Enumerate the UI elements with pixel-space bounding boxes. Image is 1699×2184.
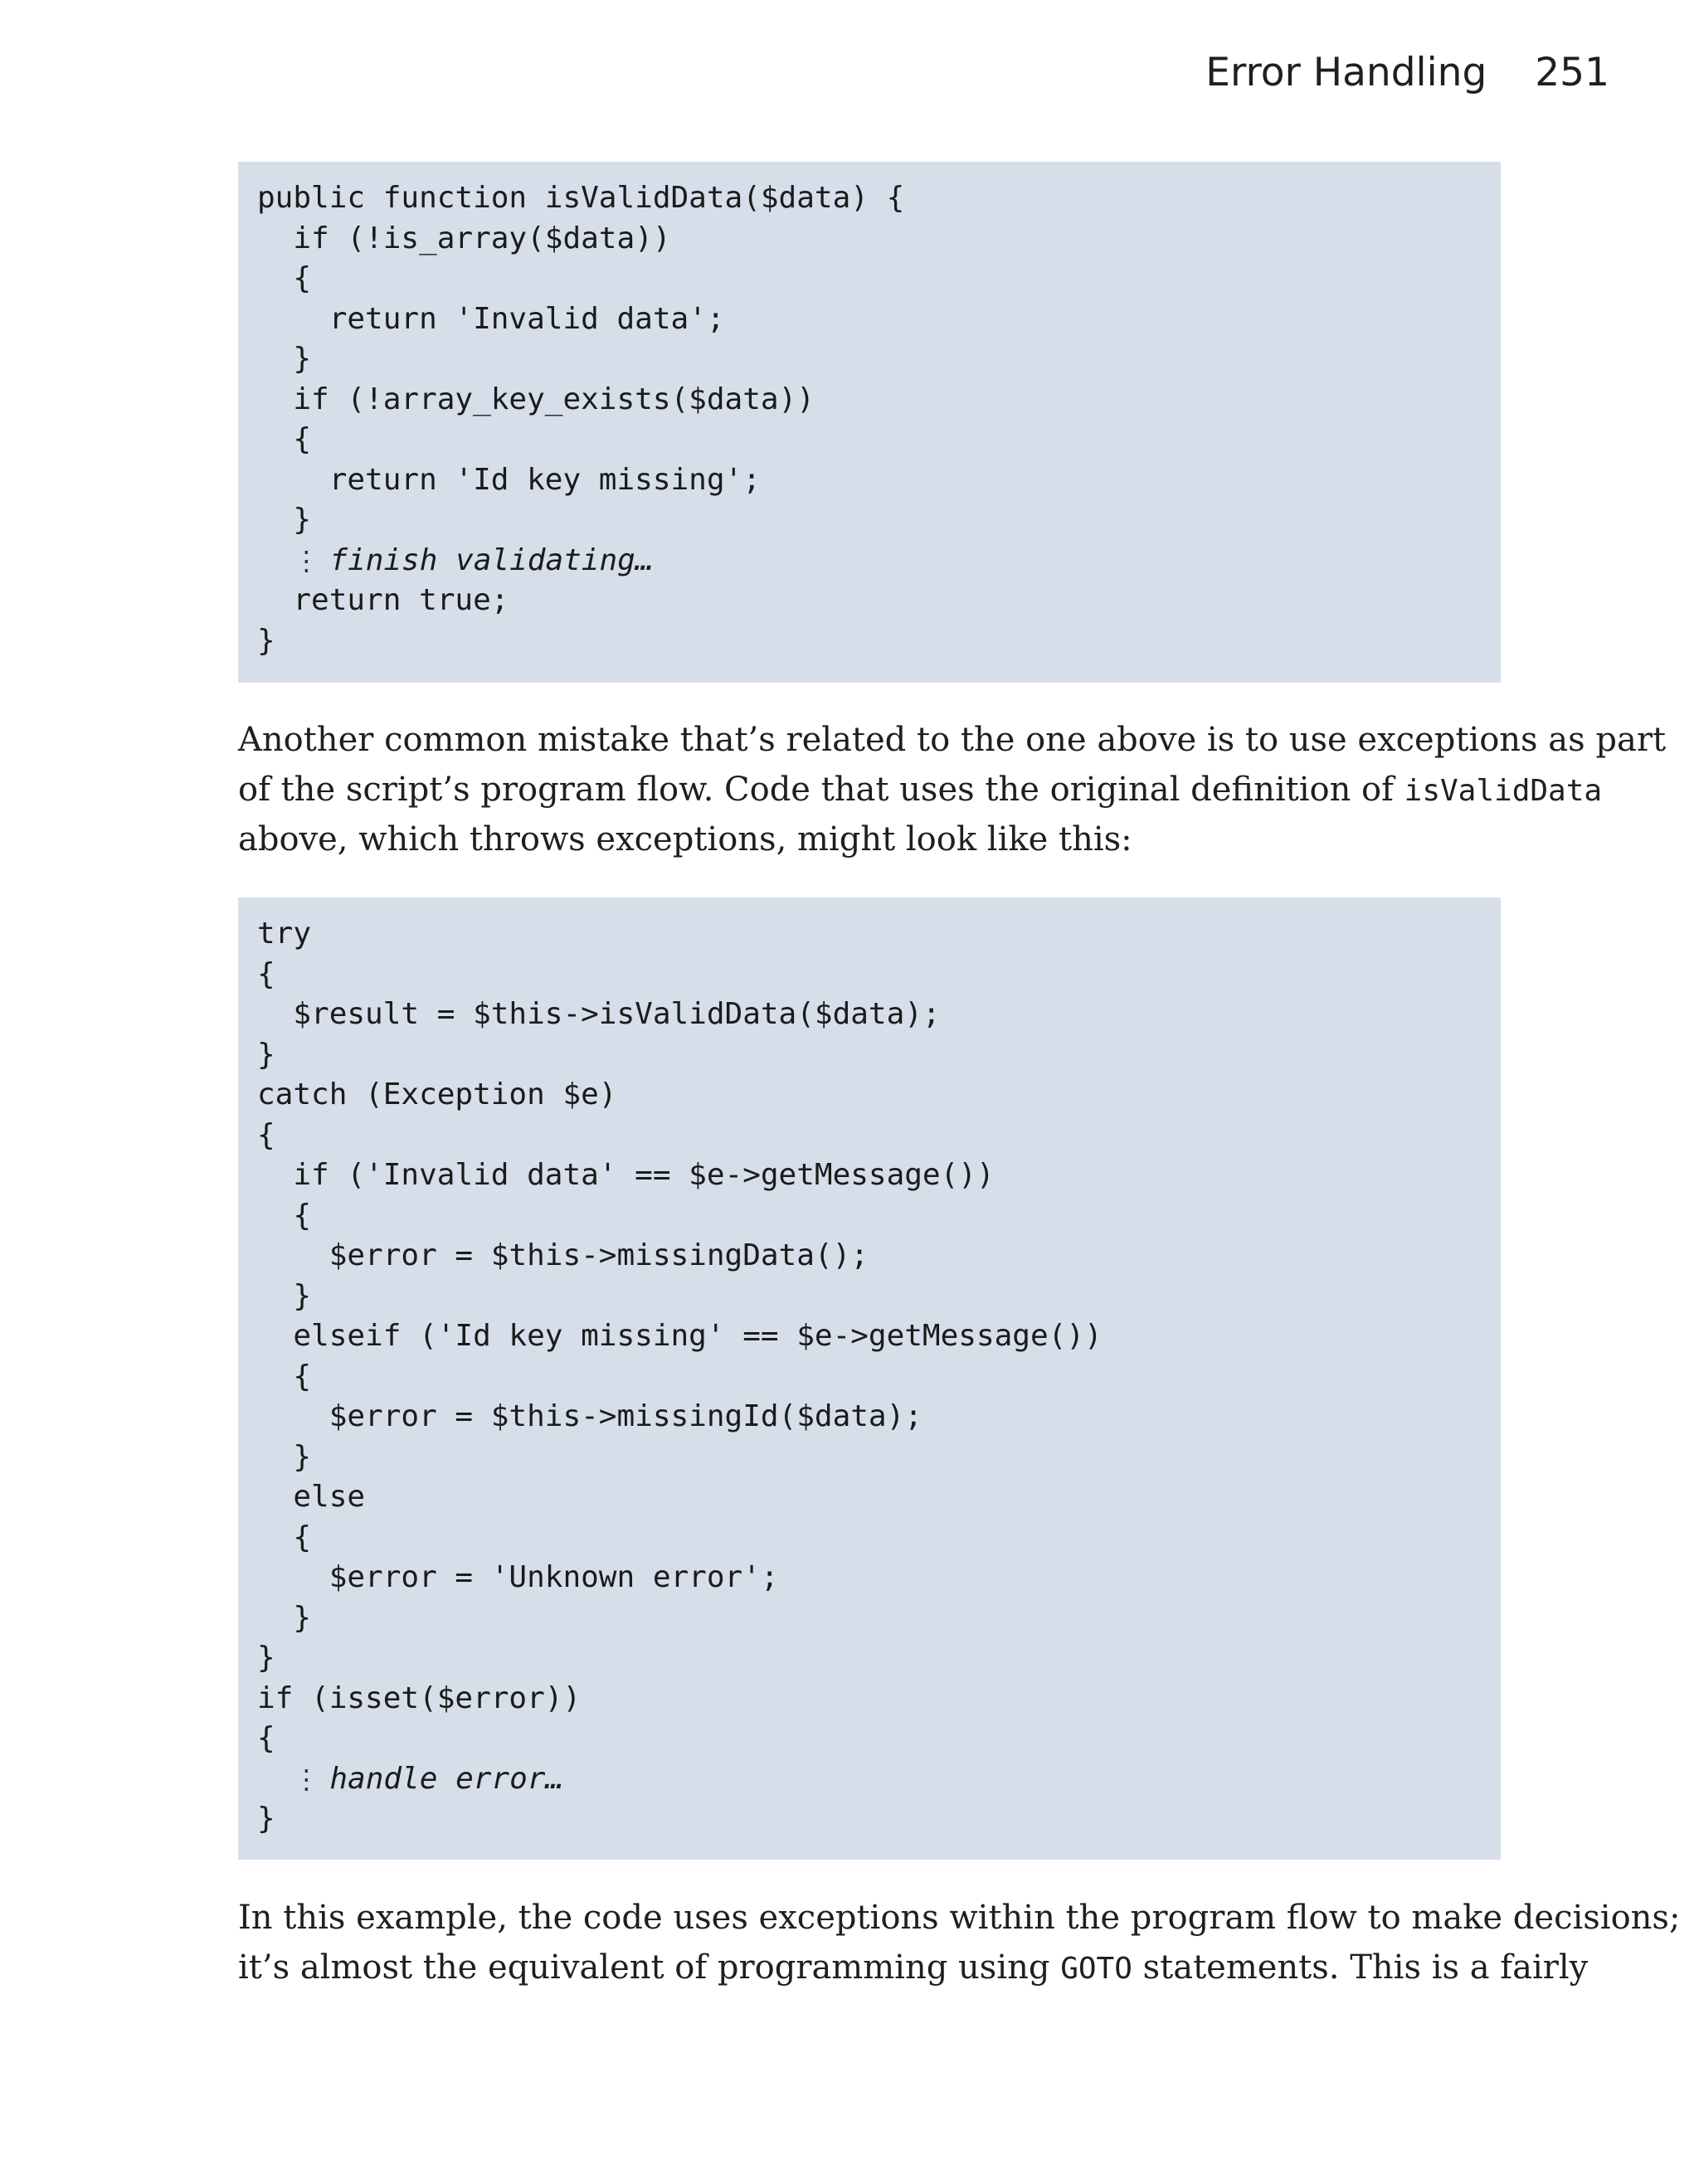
code-line: $error = $this->missingData();	[257, 1238, 869, 1272]
code-line: }	[257, 342, 312, 376]
paragraph-text: it’s almost the equivalent of programming using	[238, 1948, 1061, 1987]
code-elision-comment	[257, 1759, 1501, 1800]
code-line: $error = $this->missingId($data);	[257, 1399, 923, 1433]
code-line: if (!is_array($data))	[257, 221, 671, 255]
code-line: {	[257, 1198, 312, 1233]
code-line: $error = 'Unknown error';	[257, 1560, 779, 1594]
code-line: {	[257, 1721, 275, 1755]
code-line: if ('Invalid data' == $e->getMessage())	[257, 1158, 995, 1192]
paragraph-line	[238, 765, 1603, 815]
code-line: return true;	[257, 583, 509, 617]
code-line: {	[257, 261, 312, 295]
code-line: }	[257, 1641, 275, 1675]
inline-code: GOTO	[1060, 1952, 1132, 1986]
code-line: }	[257, 1439, 312, 1474]
code-line: }	[257, 623, 275, 658]
chapter-title: Error Handling	[1205, 50, 1487, 95]
body-paragraph	[238, 715, 1667, 864]
paragraph-text: of the script’s program flow. Code that uses the original definition of	[238, 771, 1404, 809]
code-line: public function isValidData($data) {	[257, 181, 905, 215]
code-line: if (!array_key_exists($data))	[257, 382, 815, 416]
vertical-ellipsis-icon: ⋮	[293, 544, 320, 576]
comment-text: handle error…	[329, 1761, 564, 1796]
code-line: }	[257, 503, 312, 537]
code-block-try-catch	[238, 897, 1501, 1860]
code-line: try	[257, 917, 312, 951]
code-line: }	[257, 1037, 275, 1072]
code-line: }	[257, 1802, 275, 1836]
code-line: }	[257, 1278, 312, 1313]
paragraph-line: In this example, the code uses exceptions within the program flow to make decisions;	[238, 1899, 1681, 1937]
code-line: catch (Exception $e)	[257, 1077, 617, 1111]
code-line: {	[257, 956, 275, 991]
paragraph-line: above, which throws exceptions, might look like this:	[238, 820, 1132, 859]
comment-text: finish validating…	[329, 542, 654, 577]
code-line: {	[257, 1359, 312, 1394]
paragraph-line: Another common mistake that’s related to the one above is to use exceptions as part	[238, 721, 1667, 759]
code-line: elseif ('Id key missing' == $e->getMessage())	[257, 1319, 1103, 1353]
code-elision-comment	[257, 541, 1501, 581]
vertical-ellipsis-icon: ⋮	[293, 1763, 320, 1795]
code-block-is-valid-data	[238, 162, 1501, 683]
code-line: return 'Id key missing';	[257, 462, 761, 497]
code-line: return 'Invalid data';	[257, 301, 725, 336]
code-line: if (isset($error))	[257, 1681, 582, 1715]
code-line: $result = $this->isValidData($data);	[257, 997, 941, 1031]
code-line: {	[257, 1520, 312, 1554]
body-paragraph	[238, 1893, 1681, 1992]
code-line: }	[257, 1600, 312, 1635]
code-line: else	[257, 1480, 366, 1514]
paragraph-text: statements. This is a fairly	[1132, 1948, 1589, 1987]
code-line: {	[257, 1117, 275, 1152]
inline-code: isValidData	[1404, 774, 1603, 808]
code-line: {	[257, 422, 312, 456]
paragraph-line	[238, 1943, 1589, 1992]
page-number: 251	[1535, 50, 1609, 95]
running-header	[1205, 48, 1609, 98]
